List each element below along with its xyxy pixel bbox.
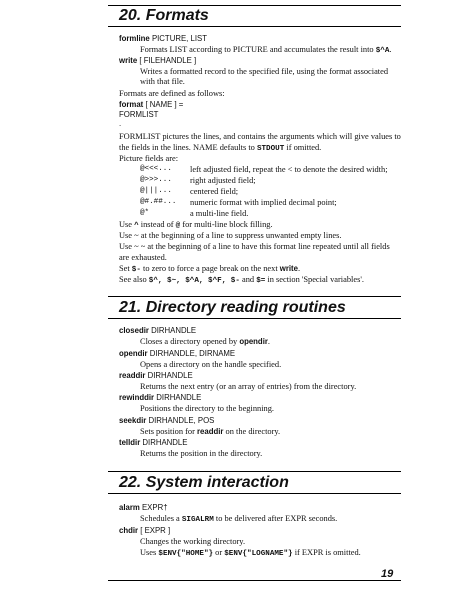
write-description-line-2: with that file.: [140, 77, 185, 86]
formats-intro: Formats are defined as follows:: [119, 89, 225, 98]
formlist-description-line-1: FORMLIST pictures the lines, and contains the arguments which will give values to: [119, 132, 401, 141]
dir-routine-description: Closes a directory opened by opendir.: [140, 337, 270, 346]
formline-description: Formats LIST according to PICTURE and accumulates the result into $^A.: [140, 45, 392, 55]
write-signature: write [ FILEHANDLE ]: [119, 56, 197, 65]
formlist-description-line-2: the fields in the lines. NAME defaults to STDOUT if omitted.: [119, 143, 322, 153]
chdir-description-line-1: Changes the working directory.: [140, 537, 246, 546]
dir-routine-signature: opendir DIRHANDLE, DIRNAME: [119, 349, 236, 358]
picture-field-code: @#.##...: [140, 198, 177, 206]
picture-field-code: @>>>...: [140, 176, 172, 184]
dir-routine-description: Positions the directory to the beginning.: [140, 404, 274, 413]
note-see-also: See also $^, $~, $^A, $^F, $- and $= in section 'Special variables'.: [119, 275, 364, 285]
picture-field-desc: left adjusted field, repeat the < to denote the desired width;: [190, 165, 388, 174]
write-description-line-1: Writes a formatted record to the specified file, using the format associated: [140, 67, 389, 76]
note-multiline-filling: Use ^ instead of @ for multi-line block filling.: [119, 220, 273, 230]
note-page-break: Set $- to zero to force a page break on the next write.: [119, 264, 301, 274]
picture-field-desc: numeric format with implied decimal point;: [190, 198, 337, 207]
note-suppress-empty: Use ~ at the beginning of a line to suppress unwanted empty lines.: [119, 231, 342, 240]
section-heading-directory: 21. Directory reading routines: [119, 299, 346, 316]
picture-field-code: @*: [140, 209, 150, 217]
dir-routine-description: Returns the next entry (or an array of entries) from the directory.: [140, 382, 357, 391]
picture-fields-intro: Picture fields are:: [119, 154, 179, 163]
format-definition: format [ NAME ] =: [119, 100, 184, 109]
picture-field-code: @|||...: [140, 187, 172, 195]
dir-routine-description: Sets position for readdir on the directory.: [140, 427, 281, 436]
picture-field-desc: centered field;: [190, 187, 239, 196]
section-bottom-rule: [108, 493, 401, 494]
section-bottom-rule: [108, 318, 401, 319]
section-top-rule: [108, 296, 401, 297]
format-definition-formlist: FORMLIST: [119, 110, 159, 119]
chdir-description-line-2: Uses $ENV{"HOME"} or $ENV{"LOGNAME"} if EXPR is omitted.: [140, 548, 361, 558]
picture-field-desc: a multi-line field.: [190, 209, 249, 218]
page-number: 19: [381, 568, 394, 580]
section-top-rule: [108, 5, 401, 6]
picture-field-desc: right adjusted field;: [190, 176, 256, 185]
alarm-signature: alarm EXPR†: [119, 503, 168, 512]
section-heading-system: 22. System interaction: [119, 474, 289, 491]
dir-routine-signature: readdir DIRHANDLE: [119, 371, 193, 380]
dir-routine-description: Returns the position in the directory.: [140, 449, 263, 458]
dir-routine-signature: telldir DIRHANDLE: [119, 438, 188, 447]
dir-routine-signature: seekdir DIRHANDLE, POS: [119, 416, 215, 425]
dir-routine-description: Opens a directory on the handle specified.: [140, 360, 282, 369]
footer-rule: [108, 580, 401, 581]
alarm-description: Schedules a SIGALRM to be delivered after EXPR seconds.: [140, 514, 338, 524]
dir-routine-signature: closedir DIRHANDLE: [119, 326, 197, 335]
format-definition-terminator: .: [119, 119, 122, 128]
picture-field-code: @<<<...: [140, 165, 172, 173]
note-repeat-line-1: Use ~ ~ at the beginning of a line to have this format line repeated until all fields: [119, 242, 390, 251]
section-heading-formats: 20. Formats: [119, 7, 209, 24]
section-top-rule: [108, 471, 401, 472]
formline-signature: formline PICTURE, LIST: [119, 34, 207, 43]
chdir-signature: chdir [ EXPR ]: [119, 526, 171, 535]
section-bottom-rule: [108, 26, 401, 27]
dir-routine-signature: rewinddir DIRHANDLE: [119, 393, 202, 402]
note-repeat-line-2: are exhausted.: [119, 253, 167, 262]
